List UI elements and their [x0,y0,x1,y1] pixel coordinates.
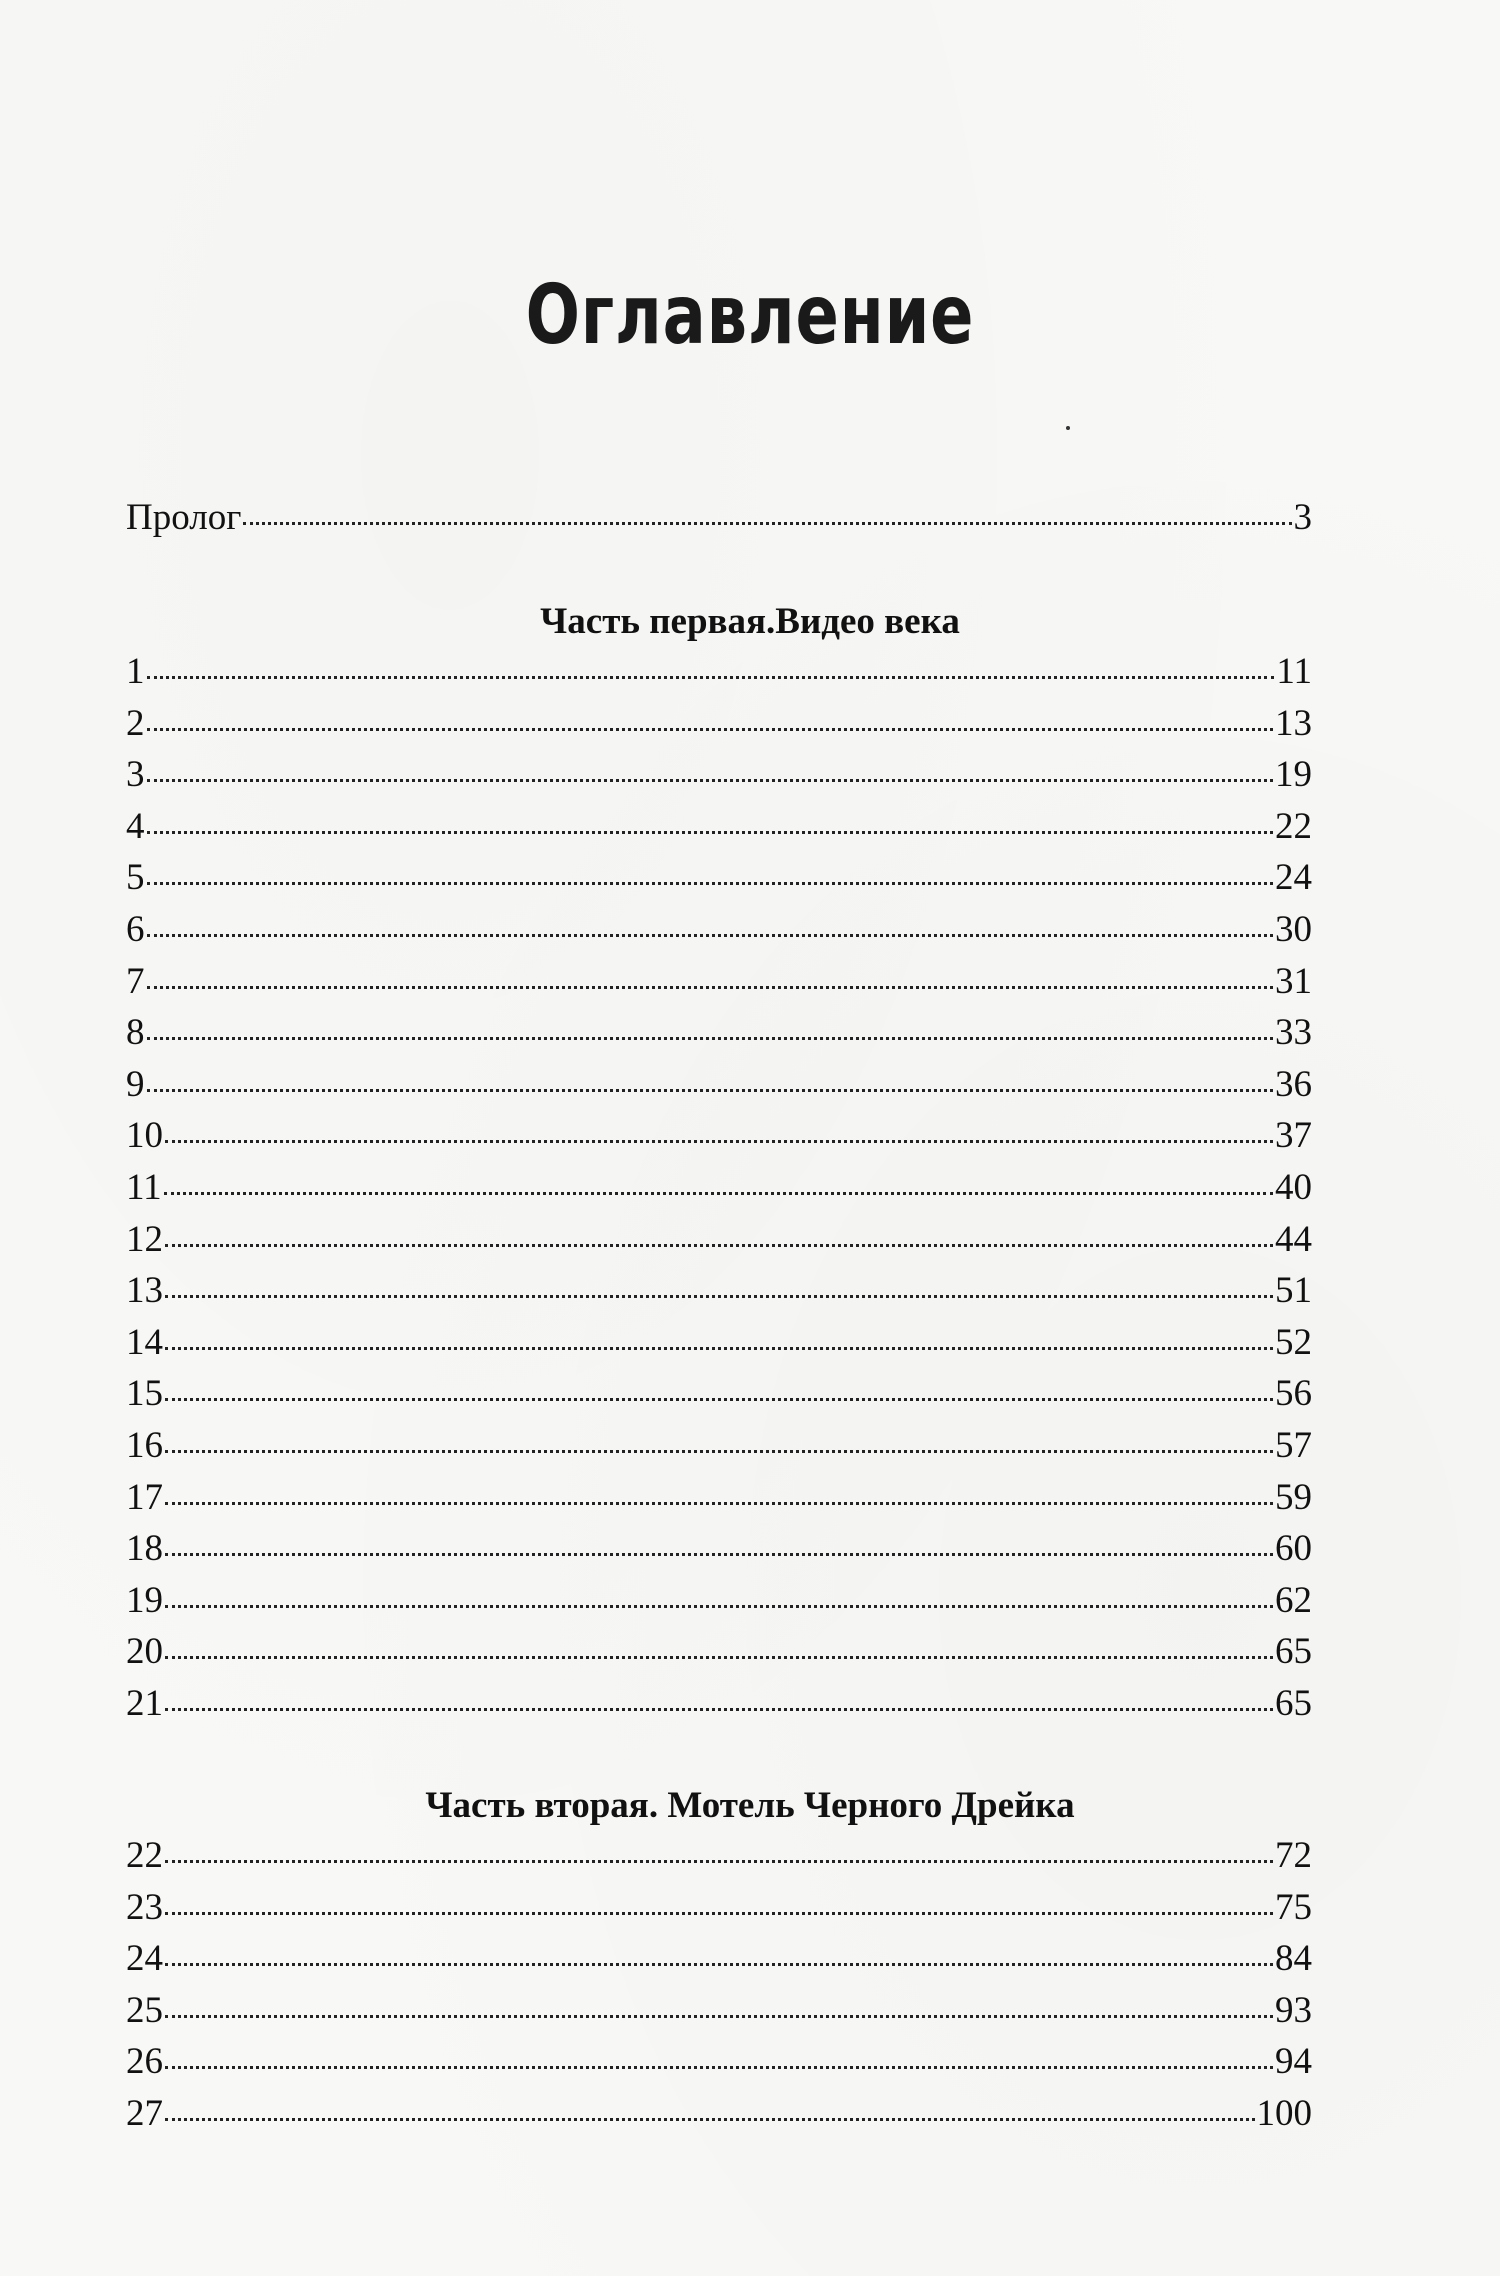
toc-entry-page: 56 [1275,1373,1312,1415]
toc-entry-label: 1 [126,651,145,692]
part-one-heading: Часть первая.Видео века [540,601,960,642]
toc-entry-page: 22 [1275,805,1312,847]
dot-leader [147,986,1274,989]
toc-entry[interactable] [126,960,1312,1006]
toc-entry-label: 19 [126,1579,163,1621]
dot-leader [165,1708,1273,1711]
toc-entry-page: 11 [1276,651,1312,692]
toc-entry-page: 13 [1275,702,1312,744]
dot-leader [165,1605,1273,1608]
dot-leader [165,1398,1273,1401]
toc-entry-page: 65 [1275,1683,1312,1724]
toc-entry-page: 36 [1275,1063,1312,1105]
dot-leader [165,1553,1273,1556]
toc-entry-label: 5 [126,857,145,899]
dot-leader [165,2118,1255,2121]
toc-entry-label: Пролог [126,497,242,538]
dot-leader [147,676,1275,679]
toc-entry-label: 23 [126,1886,163,1928]
toc-entry-page: 3 [1293,497,1312,538]
toc-entry[interactable] [126,1937,1312,1983]
toc-entry[interactable] [126,1476,1312,1522]
toc-entry-label: 18 [126,1528,163,1570]
toc-entry-label: 13 [126,1270,163,1312]
dot-leader [147,779,1274,782]
toc-entry[interactable] [126,1269,1312,1315]
dot-leader [147,1089,1274,1092]
dot-leader [165,1140,1273,1143]
toc-entry-label: 27 [126,2093,163,2134]
toc-entry-page: 75 [1275,1886,1312,1928]
toc-entry-page: 94 [1275,2041,1312,2083]
toc-entry[interactable] [126,908,1312,954]
toc-entry-label: 14 [126,1321,163,1363]
dot-leader [165,1656,1273,1659]
toc-entry-page: 60 [1275,1528,1312,1570]
dot-leader [165,1295,1273,1298]
toc-entry-label: 6 [126,909,145,950]
toc-entry-label: 10 [126,1115,163,1157]
toc-entry[interactable] [126,1166,1312,1212]
toc-entry-page: 44 [1275,1218,1312,1260]
toc-entry-page: 24 [1275,857,1312,899]
toc-entry-label: 12 [126,1218,163,1260]
toc-entry-page: 37 [1275,1115,1312,1157]
dot-leader [165,1860,1273,1863]
toc-entry[interactable] [126,2040,1312,2086]
toc-entry[interactable] [126,2092,1312,2138]
toc-entry[interactable] [126,1630,1312,1676]
toc-entry[interactable] [126,1579,1312,1625]
toc-entry-label: 24 [126,1938,163,1980]
dot-leader [243,522,1291,525]
dot-leader [165,1502,1273,1505]
page-title: Оглавление [525,268,975,363]
toc-entry-page: 59 [1275,1476,1312,1518]
toc-entry[interactable] [126,856,1312,902]
dot-leader [147,728,1274,731]
toc-entry[interactable] [126,1218,1312,1264]
toc-entry-label: 7 [126,960,145,1002]
toc-entry-page: 100 [1256,2093,1312,2134]
toc-entry[interactable] [126,1063,1312,1109]
toc-entry[interactable] [126,650,1312,696]
dot-leader [147,1037,1274,1040]
toc-entry[interactable] [126,1886,1312,1932]
toc-entry-label: 9 [126,1063,145,1105]
toc-entry-label: 16 [126,1425,163,1466]
toc-entry-page: 40 [1275,1167,1312,1208]
part-two-heading: Часть вторая. Мотель Черного Дрейка [425,1785,1075,1826]
toc-entry-page: 19 [1275,754,1312,796]
toc-entry[interactable] [126,1321,1312,1367]
toc-entry[interactable] [126,1114,1312,1160]
dot-leader [147,882,1274,885]
toc-entry[interactable] [126,1372,1312,1418]
dot-leader [165,1912,1273,1915]
toc-entry-page: 52 [1275,1321,1312,1363]
toc-entry-label: 17 [126,1476,163,1518]
dot-leader [165,1963,1273,1966]
toc-entry-label: 22 [126,1835,163,1876]
dot-leader [165,2015,1273,2018]
toc-entry-label: 26 [126,2041,163,2083]
toc-entry-label: 25 [126,1989,163,2031]
toc-entry-page: 65 [1275,1631,1312,1673]
toc-entry-label: 20 [126,1631,163,1673]
print-speck [1066,426,1070,430]
toc-entry-page: 72 [1275,1835,1312,1876]
toc-entry[interactable] [126,1989,1312,2035]
toc-entry-label: 8 [126,1012,145,1054]
toc-entry[interactable] [126,1682,1312,1728]
toc-entry[interactable] [126,805,1312,851]
toc-entry-page: 33 [1275,1012,1312,1054]
dot-leader [165,1450,1273,1453]
dot-leader [147,934,1274,937]
toc-entry-prologue[interactable] [126,496,1312,542]
dot-leader [165,1244,1273,1247]
toc-entry-page: 93 [1275,1989,1312,2031]
toc-entry-page: 57 [1275,1425,1312,1466]
dot-leader [164,1192,1273,1195]
toc-entry-label: 2 [126,702,145,744]
toc-entry-label: 11 [126,1167,162,1208]
toc-entry-page: 51 [1275,1270,1312,1312]
toc-entry[interactable] [126,1527,1312,1573]
toc-entry-page: 30 [1275,909,1312,950]
toc-entry-label: 21 [126,1683,163,1724]
toc-entry[interactable] [126,1011,1312,1057]
toc-entry[interactable] [126,702,1312,748]
dot-leader [165,1347,1273,1350]
toc-entry[interactable] [126,1424,1312,1470]
toc-entry[interactable] [126,753,1312,799]
dot-leader [147,831,1274,834]
toc-entry[interactable] [126,1834,1312,1880]
toc-entry-label: 3 [126,754,145,796]
toc-entry-page: 62 [1275,1579,1312,1621]
toc-entry-page: 84 [1275,1938,1312,1980]
dot-leader [165,2066,1273,2069]
toc-entry-label: 4 [126,805,145,847]
toc-entry-page: 31 [1275,960,1312,1002]
toc-entry-label: 15 [126,1373,163,1415]
